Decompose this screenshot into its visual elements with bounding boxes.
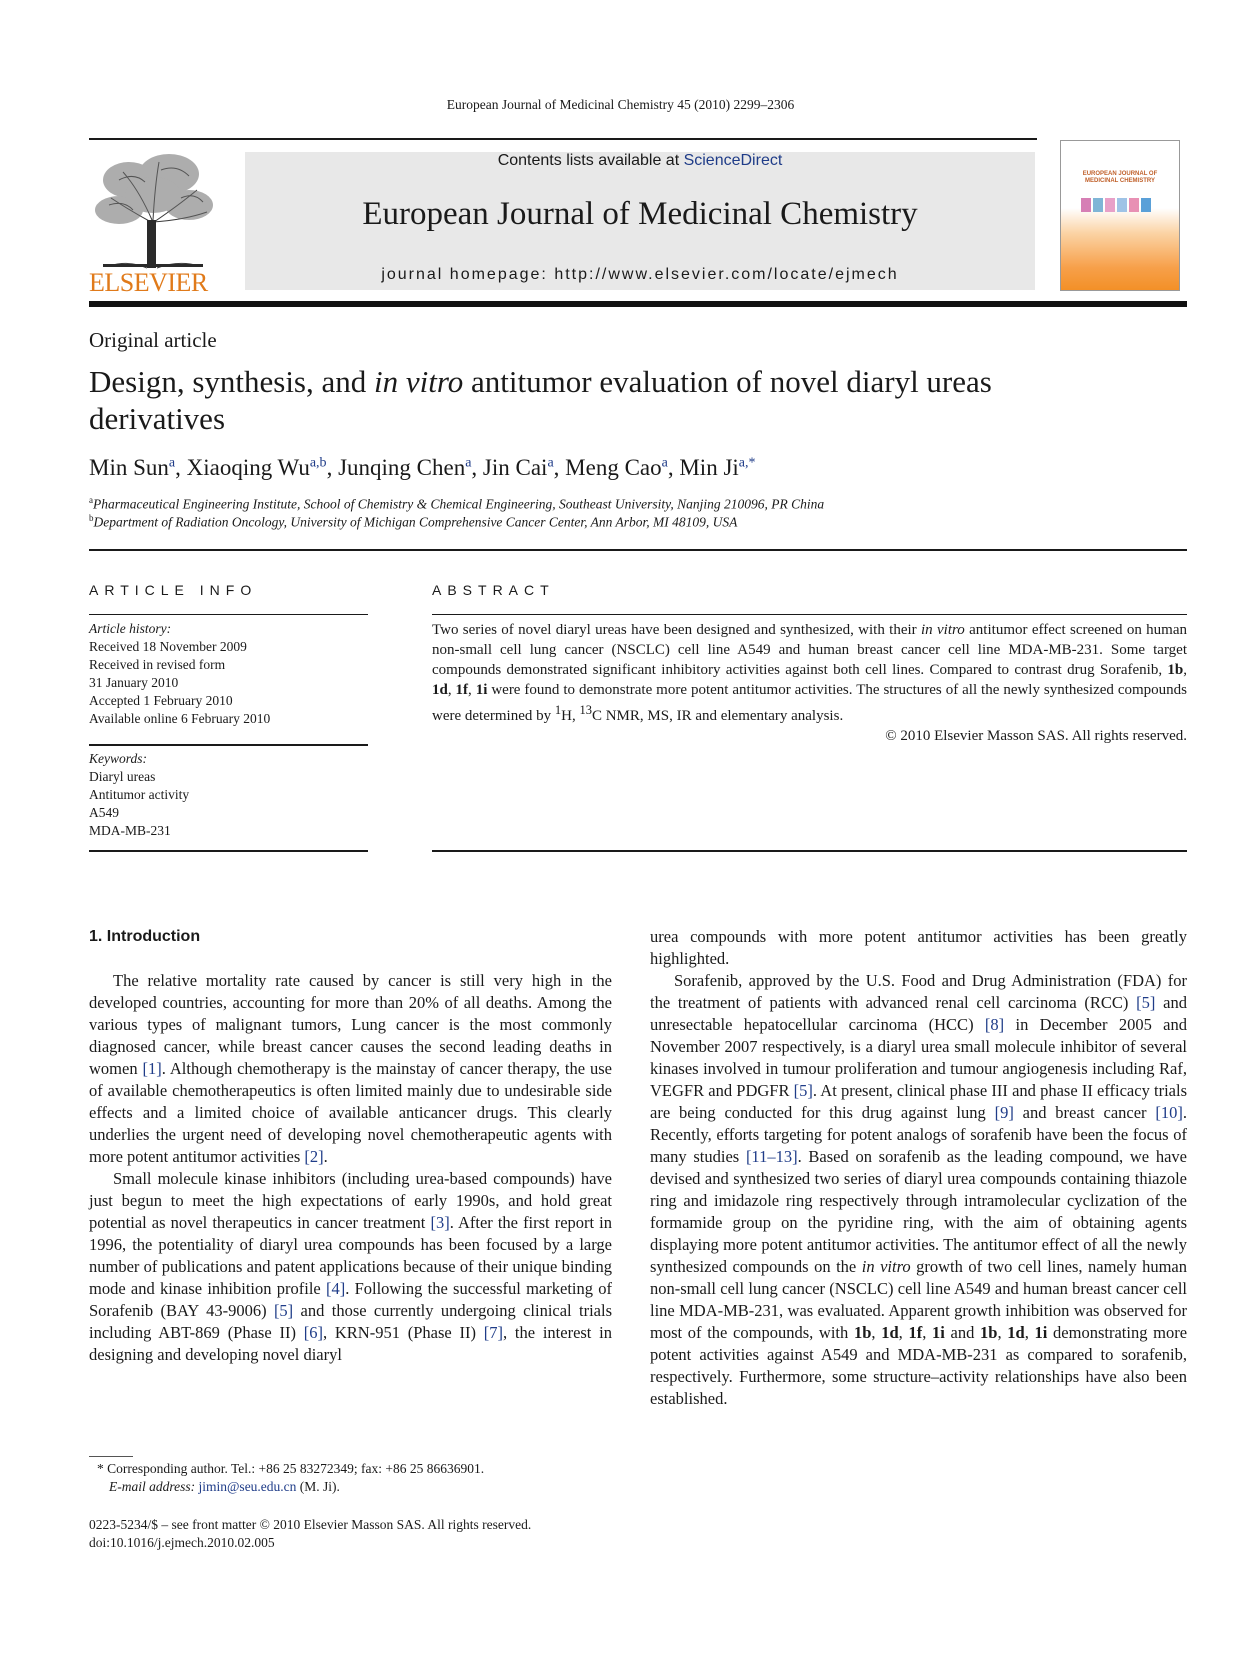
text-run: Small molecule kinase inhibitors (including urea-based compounds) have just begun to meet the high expectations of early 1990s, and hold great potential as novel therapeutics in cancer treatment — [89, 1169, 612, 1232]
cover-color-bars-icon — [1081, 196, 1159, 216]
article-info-rule — [89, 744, 368, 746]
running-head: European Journal of Medicinal Chemistry 45 (2010) 2299–2306 — [446, 97, 795, 112]
abstract-separator: , — [447, 682, 456, 698]
affiliation-a — [89, 495, 1089, 513]
compound-label: 1d — [432, 682, 448, 698]
footnote-rule — [89, 1456, 133, 1457]
abstract-text: were found to demonstrate more potent antitumor activities. The structures of all the newly synthesized compounds were determined by — [432, 682, 1187, 724]
article-history — [89, 620, 368, 728]
front-matter-rule — [89, 549, 1187, 551]
issn-line: 0223-5234/$ – see front matter © 2010 Elsevier Masson SAS. All rights reserved. — [89, 1517, 532, 1532]
compound-label: 1b — [853, 1323, 872, 1342]
paragraph-continuation: urea compounds with more potent antitumor activities has been greatly highlighted. — [650, 927, 1187, 968]
citation-link[interactable]: [4] — [325, 1279, 346, 1298]
citation-link[interactable]: [5] — [793, 1081, 813, 1100]
citation-link[interactable]: [6] — [303, 1323, 323, 1342]
author: Xiaoqing Wu — [186, 455, 310, 480]
text-run: . — [323, 1147, 328, 1166]
contents-line — [245, 152, 1035, 170]
compound-label: 1b — [980, 1323, 998, 1342]
isotope-superscript: 13 — [579, 703, 592, 717]
separator: and — [944, 1323, 981, 1342]
author: Meng Cao — [565, 455, 662, 480]
history-line: 31 January 2010 — [89, 675, 179, 690]
doi-link[interactable]: doi:10.1016/j.ejmech.2010.02.005 — [89, 1535, 275, 1550]
title-part-2: antitumor evaluation of novel diaryl ureas derivatives — [89, 364, 992, 436]
abstract-heading: ABSTRACT — [432, 582, 555, 598]
author: Junqing Chen — [338, 455, 466, 480]
text-run: in December 2005 and November 2007 respectively, is a diaryl urea small molecule inhibitor of several kinases involved in tumour proliferation and tumour angiogenesis including Raf, VEGFR and PDGFR — [650, 1015, 1187, 1100]
text-run: growth of two cell lines, namely human non-small cell lung cancer (NSCLC) cell line A549 and human breast cancer cell line MDA-MB-231, was evaluated. Apparent growth inhibition was observed for most of the compounds, with — [650, 1257, 1187, 1342]
footnote-mark: * — [97, 1461, 104, 1476]
paragraph — [89, 1168, 612, 1366]
text-run: . Based on sorafenib as the leading compound, we have devised and synthesized two series of diaryl urea compounds containing thiazole ring and imidazole ring respectively through intramolecular cyclization of the formamide group on the pyridine ring, with the aim of obtaining agents displaying more potent antitumor activities. The antitumor effect of all the newly synthesized compounds on the — [650, 1147, 1187, 1276]
author-affil-mark[interactable]: a — [168, 455, 176, 471]
keywords-label: Keywords: — [89, 751, 147, 766]
citation-link[interactable]: [10] — [1155, 1103, 1183, 1122]
citation-link[interactable]: [2] — [304, 1147, 324, 1166]
author-affil-mark[interactable]: a,* — [738, 455, 756, 471]
text-run: and breast cancer — [1013, 1103, 1156, 1122]
keyword: Diaryl ureas — [89, 769, 156, 784]
author-affil-mark[interactable]: a — [661, 455, 668, 471]
history-line: Received in revised form — [89, 657, 226, 672]
text-run: The relative mortality rate caused by cancer is still very high in the developed countries, accounting for more than 20% of all deaths. Among the various types of malignant tumors, Lung cancer is the most commonly diagnosed cancer, while breast cancer causes the second leading deaths in women — [89, 971, 612, 1078]
compound-label: 1f — [455, 682, 469, 698]
email-label: E-mail address: — [109, 1479, 196, 1494]
citation-link[interactable]: [8] — [984, 1015, 1005, 1034]
separator: , — [1024, 1323, 1035, 1342]
author-affil-mark[interactable]: a — [465, 455, 472, 471]
text-run: . After the first report in 1996, the potentiality of diaryl urea compounds has been focused by a large number of publications and patent applications because of their unique binding mode and kinase inhibition profile — [89, 1213, 612, 1298]
compound-label: 1i — [1034, 1323, 1048, 1342]
text-run: . Although chemotherapy is the mainstay of cancer therapy, the use of available chemotherapeutics is often limited mainly due to undesirable side effects and a limited choice of available anticancer drugs. This clearly underlies the urgent need of developing novel chemotherapeutic agents with more potent antitumor activities — [89, 1059, 612, 1166]
text-run: demonstrating more potent activities against A549 and MDA-MB-231 as compared to sorafenib, respectively. Furthermore, some structure–activity relationships have also been established. — [650, 1323, 1188, 1408]
article-info-heading: ARTICLE INFO — [89, 582, 258, 598]
abstract-rule — [432, 614, 1187, 615]
text-run: Sorafenib, approved by the U.S. Food and Drug Administration (FDA) for the treatment of patients with advanced renal cell carcinoma (RCC) — [650, 971, 1187, 1012]
journal-homepage-link[interactable]: journal homepage: http://www.elsevier.com/locate/ejmech — [381, 266, 899, 283]
compound-label: 1d — [1007, 1323, 1025, 1342]
article-info-rule — [89, 614, 368, 615]
keyword: MDA-MB-231 — [89, 823, 171, 838]
citation-link[interactable]: [7] — [483, 1323, 503, 1342]
compound-label: 1d — [881, 1323, 899, 1342]
body-left-column — [89, 926, 612, 1366]
journal-cover-thumbnail — [1060, 140, 1180, 291]
title-part-1: Design, synthesis, and — [89, 364, 375, 399]
text-run: . At present, clinical phase III and phase II efficacy trials are being conducted for this drug against lung — [650, 1081, 1187, 1122]
abstract-text: H, — [561, 708, 580, 724]
text-run: . Following the successful marketing of Sorafenib (BAY 43-9006) — [89, 1279, 612, 1320]
text-run: , KRN-951 (Phase II) — [322, 1323, 484, 1342]
separator: , — [871, 1323, 882, 1342]
cover-title: EUROPEAN JOURNAL OF MEDICINAL CHEMISTRY — [1082, 171, 1158, 184]
abstract-rule — [432, 850, 1187, 852]
publisher-name: ELSEVIER — [89, 268, 208, 297]
separator: , — [997, 1323, 1008, 1342]
isotope-superscript: 1 — [554, 703, 562, 717]
history-line: Available online 6 February 2010 — [89, 711, 271, 726]
abstract-text: Two series of novel diaryl ureas have been designed and synthesized, with their — [432, 622, 922, 638]
text-run: , the interest in designing and developing novel diaryl — [89, 1323, 613, 1364]
citation-link[interactable]: [5] — [273, 1301, 294, 1320]
history-line: Accepted 1 February 2010 — [89, 693, 233, 708]
text-run: and those currently undergoing clinical trials including ABT-869 (Phase II) — [89, 1301, 612, 1342]
abstract-separator: , — [468, 682, 476, 698]
keyword: A549 — [89, 805, 119, 820]
author: Min Sun — [89, 455, 169, 480]
header-top-rule — [89, 138, 1037, 140]
article-title — [89, 363, 1049, 437]
text-run: . Recently, efforts targeting for potent analogs of sorafenib have been the focus of many studies — [650, 1103, 1187, 1166]
section-heading: 1. Introduction — [89, 928, 201, 945]
keywords — [89, 750, 368, 840]
separator: , — [922, 1323, 932, 1342]
journal-name: European Journal of Medicinal Chemistry — [362, 196, 918, 232]
abstract-italic: in vitro — [921, 622, 965, 638]
abstract-copyright: © 2010 Elsevier Masson SAS. All rights reserved. — [885, 728, 1187, 744]
sciencedirect-link[interactable]: ScienceDirect — [683, 152, 783, 169]
front-matter-info — [89, 1516, 629, 1552]
header-bottom-rule — [89, 301, 1187, 307]
abstract-text: C NMR, MS, IR and elementary analysis. — [591, 708, 844, 724]
compound-label: 1i — [475, 682, 488, 698]
body-right-column — [650, 926, 1187, 1410]
author-affil-mark[interactable]: a — [547, 455, 554, 471]
compound-label: 1b — [1167, 662, 1184, 678]
keyword: Antitumor activity — [89, 787, 190, 802]
abstract-separator: , — [1183, 662, 1187, 678]
compound-label: 1f — [908, 1323, 923, 1342]
history-line: Received 18 November 2009 — [89, 639, 247, 654]
affiliation-b — [89, 513, 1089, 531]
email-suffix: (M. Ji). — [296, 1479, 340, 1494]
separator: , — [898, 1323, 909, 1342]
journal-masthead — [245, 152, 1035, 290]
paragraph — [89, 970, 612, 1168]
text-run-italic: in vitro — [861, 1257, 911, 1276]
citation-link[interactable]: [11–13] — [745, 1147, 798, 1166]
abstract-body — [432, 620, 1187, 746]
compound-label: 1i — [932, 1323, 945, 1342]
article-type: Original article — [89, 328, 217, 352]
affiliation-mark: a — [89, 495, 93, 505]
history-label: Article history: — [89, 621, 172, 636]
citation-link[interactable]: [3] — [430, 1213, 450, 1232]
author: Min Ji — [679, 455, 739, 480]
affiliation-text: Department of Radiation Oncology, University of Michigan Comprehensive Cancer Center, Ann Arbor, MI 48109, USA — [93, 514, 738, 530]
abstract-text: antitumor effect screened on human non-small cell lung cancer (NSCLC) cell line A549 and human breast cancer cell line MDA-MB-231. Some target compounds demonstrated significant inhibitory activities against both cell lines. Compared to contrast drug Sorafenib, — [432, 622, 1187, 678]
text-run: and unresectable hepatocellular carcinoma (HCC) — [650, 993, 1187, 1034]
author: Jin Cai — [482, 455, 548, 480]
affiliation-text: Pharmaceutical Engineering Institute, School of Chemistry & Chemical Engineering, Southeast University, Nanjing 210096, PR China — [93, 496, 825, 512]
title-italic: in vitro — [374, 364, 464, 399]
contents-prefix: Contents lists available at — [497, 152, 684, 169]
footnote-text: Corresponding author. Tel.: +86 25 83272349; fax: +86 25 86636901. — [103, 1461, 485, 1476]
corresponding-author-footnote — [97, 1460, 617, 1496]
citation-link[interactable]: [1] — [142, 1059, 162, 1078]
affiliation-mark: b — [89, 513, 94, 523]
citation-link[interactable]: [5] — [1136, 993, 1156, 1012]
author-list: Min Sun$^a$, Xiaoqing Wu$^{a,b}$, Junqing Chen$^a$, Jin Cai$^a$, Meng Cao$^a$, Min $Ji^{a,*}$ — [89, 455, 756, 480]
email-link[interactable]: jimin@seu.edu.cn — [198, 1479, 297, 1494]
citation-link[interactable]: [9] — [994, 1103, 1014, 1122]
author-affil-mark[interactable]: a,b — [309, 455, 327, 471]
paragraph — [650, 970, 1187, 1410]
article-info-rule — [89, 850, 368, 852]
